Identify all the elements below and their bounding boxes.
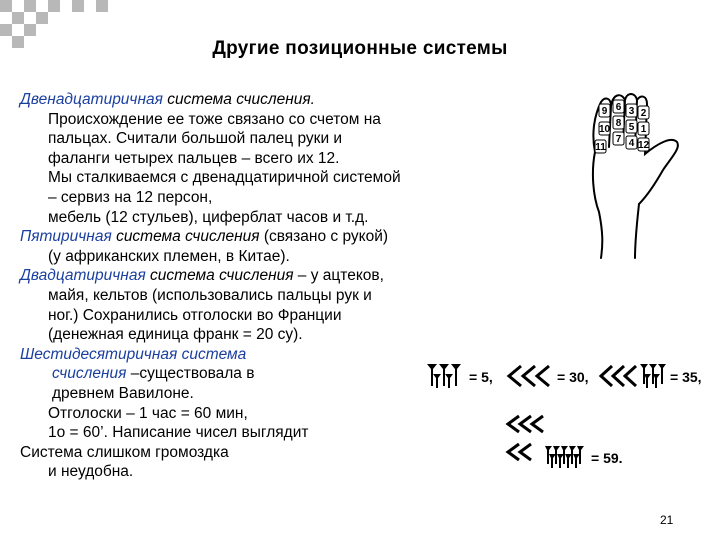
cuneiform-thirty-five: [598, 360, 716, 392]
finger-number: 8: [615, 118, 622, 129]
paragraph-duodecimal: [20, 90, 520, 227]
text-line: Мы сталкиваемся с двенадцатиричной системой: [48, 169, 401, 187]
finger-number: 7: [615, 134, 622, 145]
finger-number: 4: [628, 138, 635, 149]
finger-number: 2: [640, 108, 647, 119]
hand-outline: [593, 94, 678, 258]
term-rest: система счисления.: [167, 91, 315, 108]
finger-number: 5: [628, 122, 635, 133]
finger-number: 1: [640, 124, 647, 135]
cuneiform-thirty: [505, 360, 605, 392]
paragraph-vigesimal: [20, 266, 520, 344]
term-vigesimal: Двадцатиричная: [20, 267, 146, 285]
finger-number: 6: [615, 102, 622, 113]
cuneiform-fifty-nine: [505, 410, 670, 475]
text-line: 1о = 60’. Написание чисел выглядит: [48, 424, 309, 442]
paragraph-conclusion: [20, 443, 520, 482]
term-sexagesimal-2: счисления: [52, 365, 127, 383]
slide-title: Другие позиционные системы: [212, 38, 508, 59]
hand-illustration: [575, 92, 700, 262]
slide-body: [20, 90, 520, 482]
cuneiform-equation: = 35,: [670, 369, 702, 385]
text-line: Отголоски – 1 час = 60 мин,: [48, 404, 248, 422]
text-line: (у африканских племен, в Китае).: [48, 247, 290, 265]
finger-number: 9: [601, 106, 608, 117]
term-sexagesimal: Шестидесятиричная: [20, 345, 178, 363]
cuneiform-equation: = 30,: [557, 369, 589, 385]
finger-number: 3: [628, 106, 635, 117]
text-after: – у ацтеков,: [293, 267, 384, 285]
text-line: пальцах. Считали большой палец руки и: [48, 130, 343, 148]
text-line: древнем Вавилоне.: [52, 384, 194, 402]
page-number: 21: [660, 513, 674, 527]
finger-number: 12: [637, 140, 650, 151]
term-rest: система счисления: [116, 228, 260, 246]
text-line: мебель (12 стульев), циферблат часов и т.д.: [48, 208, 369, 226]
finger-number: 11: [595, 142, 606, 153]
term-rest: система счисления: [150, 267, 294, 285]
text-line: – сервиз на 12 персон,: [48, 188, 213, 206]
term-duodecimal: Двенадцатиричная: [20, 91, 163, 108]
text-line: (денежная единица франк = 20 су).: [48, 326, 303, 344]
cuneiform-equation: = 59.: [591, 450, 623, 466]
text-line: и неудобна.: [48, 463, 134, 481]
paragraph-quinary: [20, 227, 520, 266]
text-line: Происхождение ее тоже связано со счетом на: [48, 110, 381, 128]
finger-number: 10: [598, 124, 611, 135]
text-line: ног.) Сохранились отголоски во Франции: [48, 306, 342, 324]
term-quinary: Пятиричная: [20, 228, 112, 246]
cuneiform-equation: = 5,: [469, 369, 493, 385]
text-line: майя, кельтов (использовались пальцы рук и: [48, 286, 372, 304]
conclusion-line: Система слишком громоздка: [20, 443, 229, 461]
text-after: –существовала в: [126, 365, 255, 383]
text-after: (связано с рукой): [259, 228, 389, 246]
term-rest: система: [181, 345, 247, 363]
text-line: фаланги четырех пальцев – всего их 12.: [48, 149, 340, 167]
